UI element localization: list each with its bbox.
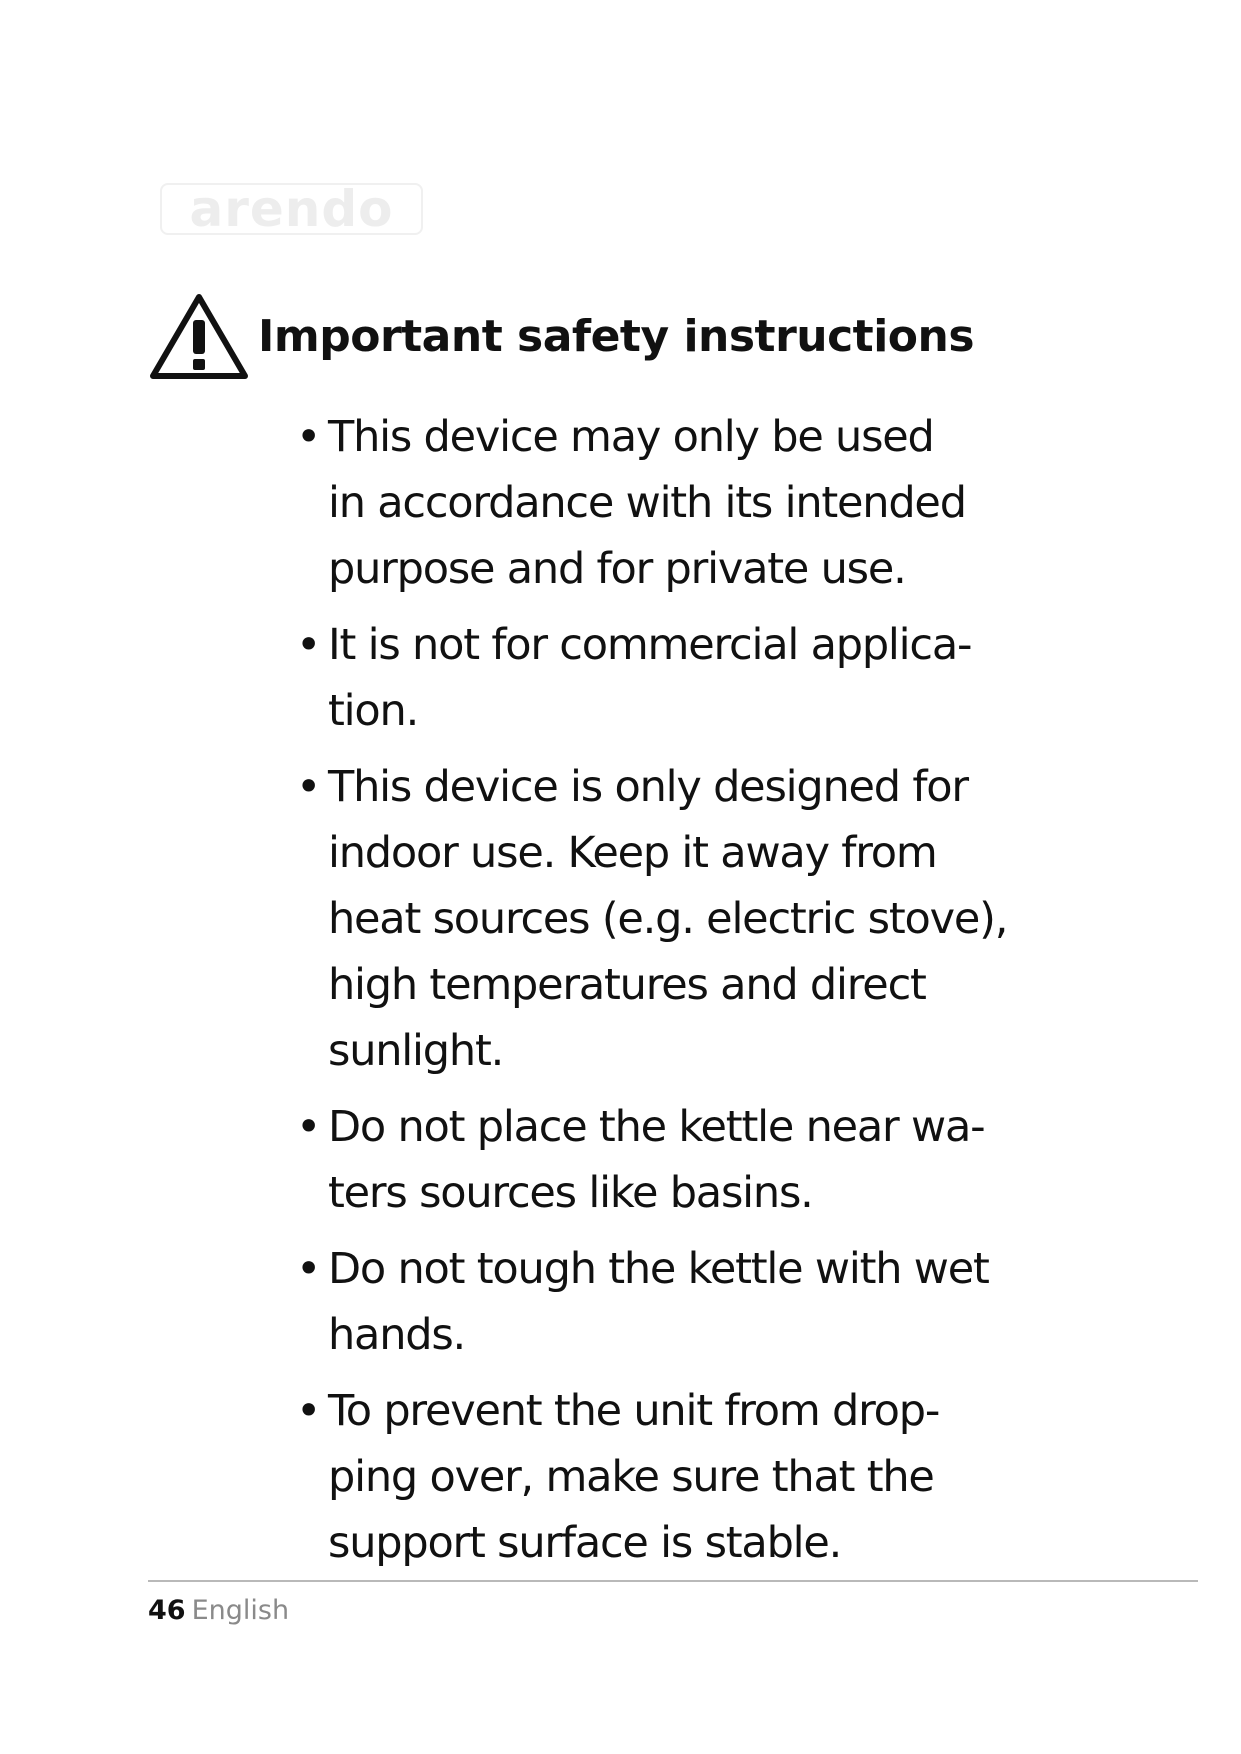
instruction-line: purpose and for private use. bbox=[328, 544, 906, 594]
footer-language: English bbox=[191, 1595, 290, 1626]
instruction-line: This device may only be used bbox=[328, 412, 934, 462]
instruction-line: hands. bbox=[328, 1310, 466, 1360]
footer-divider bbox=[148, 1580, 1198, 1582]
instruction-line: ters sources like basins. bbox=[328, 1168, 813, 1218]
bullet: • bbox=[296, 1244, 321, 1294]
instruction-line: Do not tough the kettle with wet bbox=[328, 1244, 989, 1294]
instruction-line: support surface is stable. bbox=[328, 1518, 842, 1568]
list-item bbox=[296, 1094, 1076, 1226]
section-heading bbox=[148, 292, 974, 382]
instruction-line: It is not for commercial applica- bbox=[328, 620, 972, 670]
page-number: 46 bbox=[148, 1595, 186, 1626]
instruction-line: indoor use. Keep it away from bbox=[328, 828, 937, 878]
bullet: • bbox=[296, 412, 321, 462]
bullet: • bbox=[296, 1102, 321, 1152]
instruction-line: Do not place the kettle near wa- bbox=[328, 1102, 985, 1152]
instruction-line: in accordance with its intended bbox=[328, 478, 966, 528]
list-item bbox=[296, 1378, 1076, 1576]
instruction-line: tion. bbox=[328, 686, 419, 736]
instruction-line: This device is only designed for bbox=[328, 762, 968, 812]
list-item bbox=[296, 404, 1076, 602]
instruction-line: heat sources (e.g. electric stove), bbox=[328, 894, 1008, 944]
instruction-line: ping over, make sure that the bbox=[328, 1452, 934, 1502]
list-item bbox=[296, 754, 1076, 1084]
bullet: • bbox=[296, 620, 321, 670]
instruction-line: sunlight. bbox=[328, 1026, 504, 1076]
bullet: • bbox=[296, 1386, 321, 1436]
page-title: Important safety instructions bbox=[258, 311, 975, 362]
bullet: • bbox=[296, 762, 321, 812]
list-item bbox=[296, 612, 1076, 744]
safety-instructions-list bbox=[296, 404, 1076, 1586]
instruction-line: To prevent the unit from drop- bbox=[328, 1386, 940, 1436]
page-footer bbox=[148, 1597, 289, 1624]
warning-triangle-icon bbox=[148, 292, 250, 382]
list-item bbox=[296, 1236, 1076, 1368]
brand-logo: arendo bbox=[160, 183, 423, 235]
instruction-line: high temperatures and direct bbox=[328, 960, 926, 1010]
